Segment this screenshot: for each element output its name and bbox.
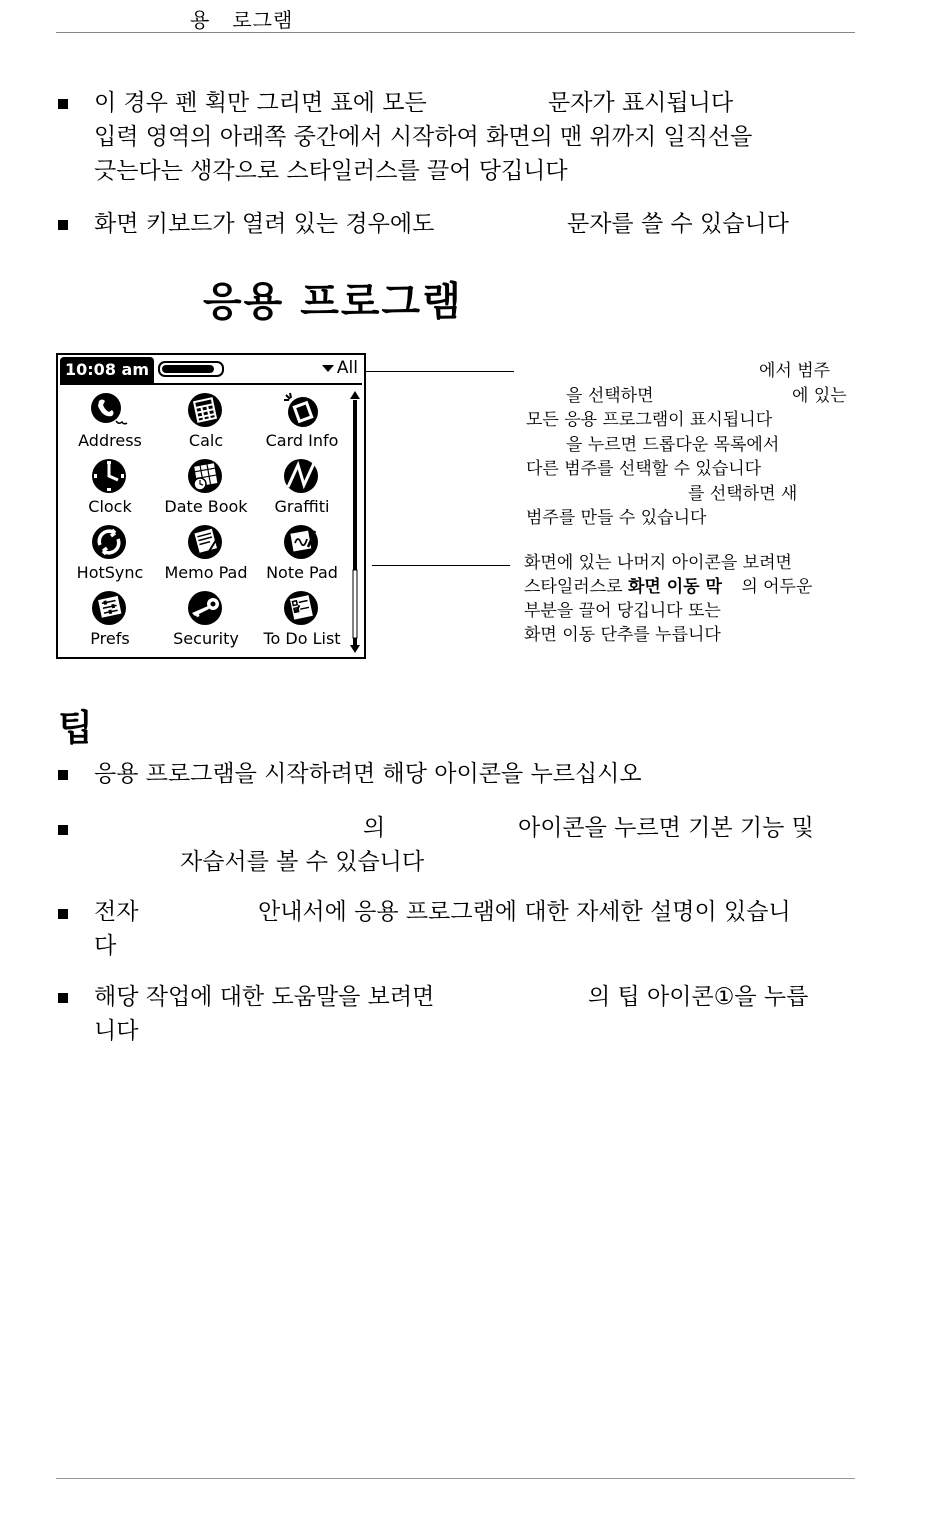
scroll-bar[interactable] (350, 391, 360, 653)
callout1-l2b: 에 있는 (792, 386, 847, 406)
app-grid (62, 389, 344, 655)
tip3b: 안내서에 응용 프로그램에 대한 자세한 설명이 있습니 (258, 899, 791, 925)
tip2c: 자습서를 볼 수 있습니다 (180, 849, 425, 875)
bullet-marker (58, 99, 68, 109)
app-label: Memo Pad (164, 563, 248, 582)
app-label: Card Info (265, 431, 339, 450)
callout-line-scroll (372, 565, 510, 566)
app-label: Graffiti (274, 497, 330, 516)
callout2-l2c: 의 어두운 (741, 577, 813, 597)
category-picker[interactable] (322, 358, 358, 378)
running-header-word1: 용 (190, 8, 211, 32)
app-security[interactable] (158, 587, 254, 653)
tip4d: 니다 (94, 1018, 139, 1044)
scroll-track (353, 570, 357, 638)
tip4a: 해당 작업에 대한 도움말을 보려면 (94, 984, 435, 1010)
scroll-up-arrow-icon (350, 391, 360, 399)
app-memo-pad[interactable] (158, 521, 254, 587)
tip4b-text: 의 팁 아이콘 (588, 984, 714, 1010)
app-label: Clock (88, 497, 132, 516)
intro-b2b: 문자를 쓸 수 있습니다 (567, 211, 789, 237)
card-info-icon (282, 391, 320, 429)
app-label: Prefs (90, 629, 130, 648)
section-title: 응용 프로그램 (203, 279, 463, 325)
callout2-l2a: 스타일러스로 (524, 577, 623, 597)
tip3a: 전자 (94, 899, 139, 925)
footer-rule (56, 1478, 855, 1479)
hotsync-icon (90, 523, 128, 561)
bullet-marker (58, 993, 68, 1003)
app-calc[interactable] (158, 389, 254, 455)
header-rule (56, 32, 855, 33)
callout2-scrollbar-term: 화면 이동 막 (627, 577, 722, 597)
callout1-l1: 에서 범주 (759, 361, 831, 381)
title-underline (60, 383, 362, 385)
app-note-pad[interactable] (254, 521, 350, 587)
app-label: Address (78, 431, 142, 450)
palm-screen (56, 353, 366, 659)
app-label: HotSync (76, 563, 144, 582)
callout1-l4: 을 누르면 드롭다운 목록에서 (566, 435, 780, 455)
intro-b1-line1b: 문자가 표시됩니다 (548, 90, 734, 116)
category-label: All (336, 358, 358, 378)
memo-pad-icon (186, 523, 224, 561)
callout1-l6: 를 선택하면 새 (688, 484, 798, 504)
palm-title-bar (58, 355, 364, 383)
scroll-thumb (353, 400, 357, 570)
app-label: Security (173, 629, 239, 648)
running-header (190, 4, 293, 33)
app-address[interactable] (62, 389, 158, 455)
tip4b (588, 980, 808, 1014)
bullet-marker (58, 825, 68, 835)
scroll-down-arrow-icon (350, 645, 360, 653)
callout2-l4: 화면 이동 단추를 누릅니다 (524, 625, 721, 645)
address-icon (90, 391, 128, 429)
bullet-marker (58, 909, 68, 919)
tip2a: 의 (363, 815, 386, 841)
clock-tab[interactable]: 10:08 am (60, 357, 154, 383)
battery-gauge (158, 361, 224, 377)
clock-icon (90, 457, 128, 495)
intro-b1-line3: 긋는다는 생각으로 스타일러스를 끌어 당깁니다 (94, 158, 568, 184)
dropdown-triangle-icon (322, 365, 334, 372)
app-label: Date Book (164, 497, 248, 516)
tip-circle-icon: ① (713, 984, 735, 1010)
app-label: To Do List (263, 629, 341, 648)
app-clock[interactable] (62, 455, 158, 521)
calc-icon (186, 391, 224, 429)
bullet-marker (58, 220, 68, 230)
tips-title: 팁 (58, 708, 93, 749)
app-prefs[interactable] (62, 587, 158, 653)
callout2-l2 (524, 575, 812, 600)
callout1-l2a: 을 선택하면 (566, 386, 654, 406)
date-book-icon (186, 457, 224, 495)
app-graffiti[interactable] (254, 455, 350, 521)
bullet-marker (58, 770, 68, 780)
intro-b1-line2: 입력 영역의 아래쪽 중간에서 시작하여 화면의 맨 위까지 일직선을 (94, 124, 753, 150)
intro-b1-line1a: 이 경우 펜 획만 그리면 표에 모든 (94, 90, 427, 116)
security-icon (186, 589, 224, 627)
to-do-list-icon (282, 589, 320, 627)
intro-b2a: 화면 키보드가 열려 있는 경우에도 (94, 211, 435, 237)
app-date-book[interactable] (158, 455, 254, 521)
app-hotsync[interactable] (62, 521, 158, 587)
graffiti-icon (282, 457, 320, 495)
running-header-word2: 로그램 (232, 8, 294, 32)
tip2b: 아이콘을 누르면 기본 기능 및 (518, 815, 814, 841)
callout1-l5: 다른 범주를 선택할 수 있습니다 (526, 459, 762, 479)
tip1: 응용 프로그램을 시작하려면 해당 아이콘을 누르십시오 (94, 761, 642, 787)
callout1-l3: 모든 응용 프로그램이 표시됩니다 (526, 410, 773, 430)
app-to-do-list[interactable] (254, 587, 350, 653)
battery-fill (162, 365, 214, 373)
prefs-icon (90, 589, 128, 627)
callout-line-category (364, 371, 514, 372)
tip3c: 다 (94, 933, 117, 959)
tip4c-text: 을 누릅 (734, 984, 809, 1010)
note-pad-icon (282, 523, 320, 561)
app-label: Note Pad (266, 563, 338, 582)
callout2-l1: 화면에 있는 나머지 아이콘을 보려면 (524, 553, 792, 573)
callout2-l3: 부분을 끌어 당깁니다 또는 (524, 601, 721, 621)
callout1-l7: 범주를 만들 수 있습니다 (526, 508, 707, 528)
app-card-info[interactable] (254, 389, 350, 455)
app-label: Calc (188, 431, 224, 450)
